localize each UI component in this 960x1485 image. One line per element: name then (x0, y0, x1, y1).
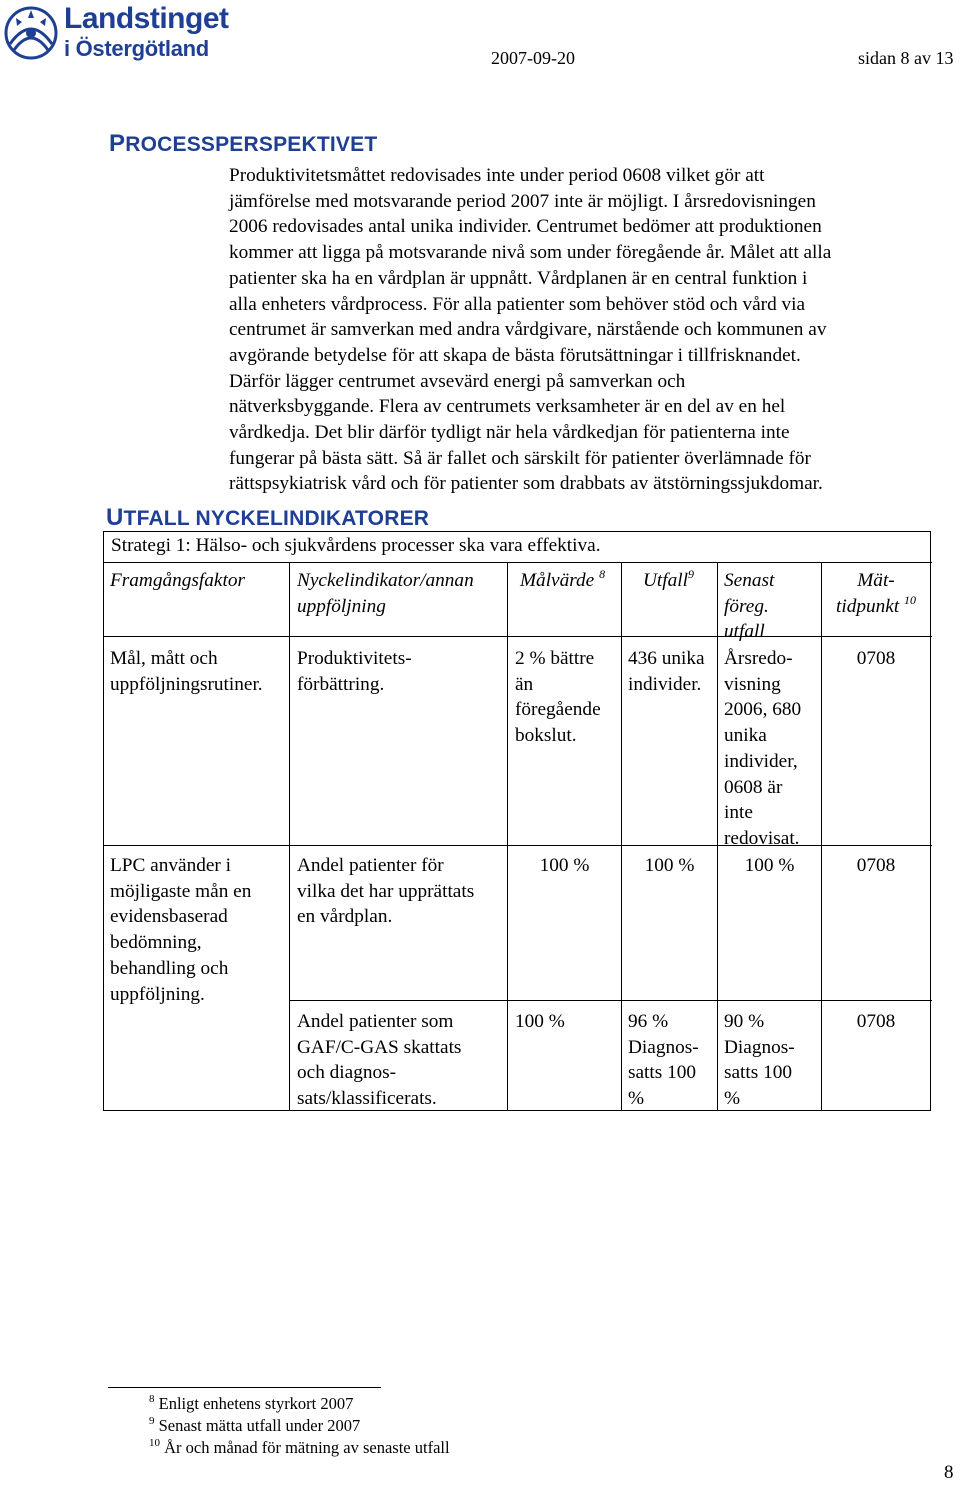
table-rule (289, 562, 290, 1110)
paragraph-line: patienter ska ha en vårdplan är uppnått. Vårdplanen är en central funktion i (229, 267, 808, 289)
row3-mattidpunkt: 0708 (856, 1011, 896, 1032)
section-heading-utfall-nyckelindikatorer (106, 504, 429, 532)
header-date: 2007-09-20 (491, 48, 575, 68)
column-header-malvarde: Målvärde $^8$ (520, 567, 606, 591)
paragraph-line: kommer att ligga på motsvarande nivå som under föregående år. Målet att alla (229, 242, 832, 264)
paragraph-line: Därför lägger centrumet avsevärd energi på samverkan och (229, 370, 686, 392)
table-rule (507, 562, 508, 1110)
footnote-8: $^8$ Enligt enhetens styrkort 2007 (149, 1393, 354, 1413)
heading-rest: TFALL NYCKELINDIKATORER (123, 507, 430, 530)
table-rule (104, 636, 932, 637)
paragraph-line: nätverksbyggande. Flera av centrumets verksamheter är en del av en hel (229, 396, 786, 418)
paragraph-line: vårdkedja. Det blir därför tydligt när hela vårdkedjan för patienterna inte (229, 422, 790, 444)
table-rule (621, 562, 622, 1110)
table-rule (104, 845, 932, 846)
row2-mattidpunkt: 0708 (856, 855, 896, 876)
row2-malvarde: 100 % (539, 855, 590, 876)
row1-senast-foreg-utfall: Årsredo- visning 2006, 680 unika individer, 0608 är inte redovisat. (724, 648, 802, 849)
row2-utfall: 100 % (644, 855, 695, 876)
strategy-row: Strategi 1: Hälso- och sjukvårdens processer ska vara effektiva. (111, 535, 601, 556)
footnote-10: $^{10}$ År och månad för mätning av senaste utfall (149, 1437, 450, 1457)
column-header-senast-foreg-utfall: Senast föreg. utfall (724, 570, 775, 643)
footnote-9: $^9$ Senast mätta utfall under 2007 (149, 1415, 361, 1435)
row3-senast-foreg-utfall: 90 % Diagnos- satts 100 % (724, 1011, 795, 1110)
table-rule (289, 1000, 932, 1001)
section-heading-processperspektivet (109, 130, 377, 158)
landstinget-logo (2, 0, 252, 70)
paragraph-line: fungerar på bästa sätt. Så är fallet och särskilt för patienter överlämnade för (229, 447, 811, 469)
logo-emblem-icon (2, 4, 60, 62)
heading-initial: P (109, 130, 126, 157)
heading-rest: ROCESSPERSPEKTIVET (125, 133, 378, 156)
paragraph-line: 2006 redovisades antal unika individer. Centrumet bedömer att produktionen (229, 216, 822, 238)
column-header-nyckelindikator: Nyckelindikator/annan uppföljning (297, 570, 474, 617)
row2-senast-foreg-utfall: 100 % (744, 855, 795, 876)
indicator-table (103, 531, 931, 1111)
row1-nyckelindikator: Produktivitets- förbättring. (297, 648, 412, 695)
row3-utfall: 96 % Diagnos- satts 100 % (628, 1011, 699, 1110)
heading-initial: U (106, 504, 124, 531)
row1-malvarde: 2 % bättre än föregående bokslut. (515, 648, 601, 747)
table-rule (104, 562, 932, 563)
paragraph-line: avgörande betydelse för att skapa de bästa förutsättningar i tillfrisknandet. (229, 344, 801, 366)
column-header-framgangsfaktor: Framgångsfaktor (110, 570, 245, 591)
page-number: 8 (944, 1462, 954, 1483)
row2-framgangsfaktor: LPC använder i möjligaste mån en evidensbaserad bedömning, behandling och uppföljning. (110, 855, 252, 1005)
paragraph-line: alla enheters vårdprocess. För alla patienter som behöver stöd och vård via (229, 293, 806, 315)
row1-mattidpunkt: 0708 (856, 648, 896, 669)
row1-framgangsfaktor: Mål, mått och uppföljningsrutiner. (110, 648, 263, 695)
logo-text-line2: i Östergötland (64, 36, 209, 61)
row3-malvarde: 100 % (515, 1011, 565, 1032)
footnote-ref: 8 (599, 567, 606, 581)
column-header-mattidpunkt: Mät- tidpunkt $^{10}$ (835, 570, 917, 617)
logo-text-line1: Landstinget (64, 2, 229, 35)
row2-nyckelindikator: Andel patienter för vilka det har upprättats en vårdplan. (297, 855, 475, 928)
footnote-ref: 9 (688, 567, 694, 581)
header-page-indicator: sidan 8 av 13 (858, 48, 954, 68)
paragraph-line: centrumet är samverkan med andra vårdgivare, närstående och kommunen av (229, 319, 827, 341)
body-paragraph (229, 163, 929, 497)
footnote-ref: 10 (904, 592, 917, 607)
column-header-utfall: Utfall$^9$ (643, 567, 694, 591)
paragraph-line: Produktivitetsmåttet redovisades inte under period 0608 vilket gör att (229, 165, 765, 186)
footnote-separator (108, 1387, 381, 1388)
paragraph-line: jämförelse med motsvarande period 2007 inte är möjligt. I årsredovisningen (229, 190, 816, 212)
row3-nyckelindikator: Andel patienter som GAF/C-GAS skattats och diagnos- sats/klassificerats. (297, 1011, 462, 1110)
paragraph-line: rättspsykiatrisk vård och för patienter som drabbats av ätstörningssjukdomar. (229, 473, 823, 495)
table-rule (717, 562, 718, 1110)
row1-utfall: 436 unika individer. (628, 648, 705, 695)
